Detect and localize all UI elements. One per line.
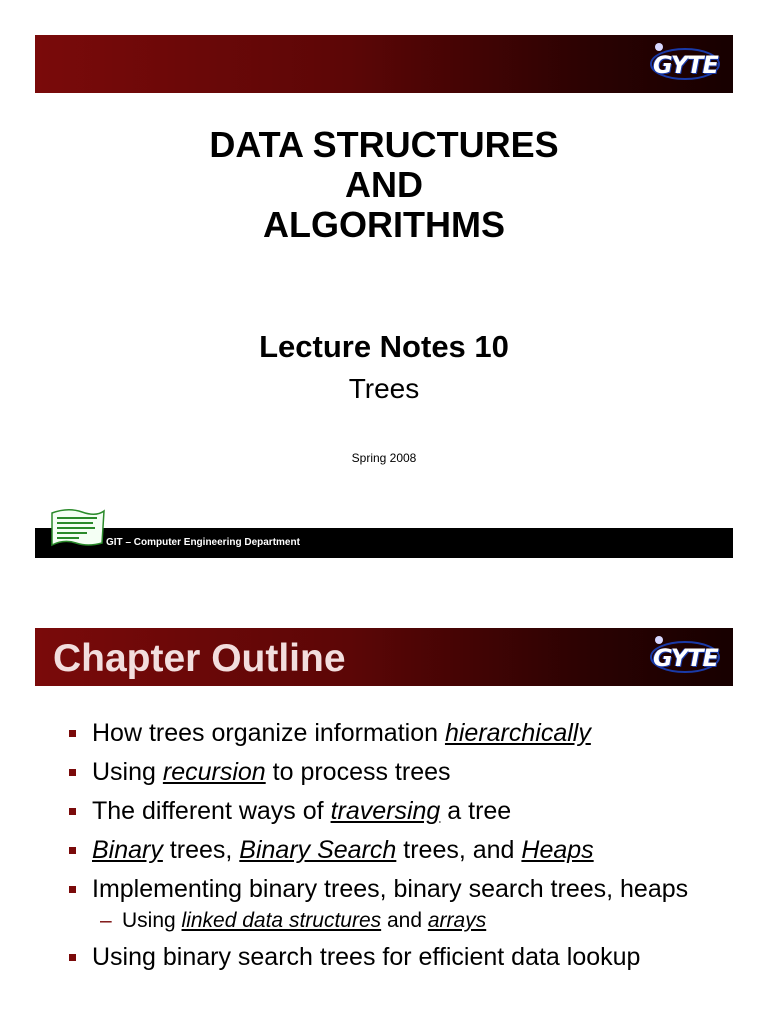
- title-line: ALGORITHMS: [263, 204, 505, 245]
- top-banner: [35, 35, 733, 93]
- gyte-logo: [647, 634, 723, 680]
- list-item: Binary trees, Binary Search trees, and Heaps: [66, 835, 726, 866]
- department-label: GIT – Computer Engineering Department: [106, 537, 300, 548]
- sub-list-item: – Using linked data structures and arrays: [100, 909, 487, 932]
- title-line: AND: [345, 164, 423, 205]
- list-item: How trees organize information hierarchically: [66, 718, 726, 749]
- emphasis-term: arrays: [427, 909, 487, 932]
- gyte-logo: [647, 41, 723, 87]
- square-bullet-icon: [69, 847, 76, 854]
- logo-text: GYTE: [653, 644, 718, 672]
- list-item: Using binary search trees for efficient data lookup: [66, 942, 726, 973]
- lecture-topic: Trees: [348, 373, 420, 404]
- emphasis-term: hierarchically: [444, 719, 591, 747]
- emphasis-term: Heaps: [521, 836, 594, 864]
- emphasis-term: recursion: [162, 758, 266, 786]
- square-bullet-icon: [69, 954, 76, 961]
- outline-list: [66, 718, 726, 981]
- lecture-number: Lecture Notes 10: [259, 329, 509, 364]
- square-bullet-icon: [69, 808, 76, 815]
- dash-bullet: –: [100, 909, 112, 932]
- binary-flag-icon: [48, 507, 106, 553]
- list-item: Using recursion to process trees: [66, 757, 726, 788]
- outline-banner: [35, 628, 733, 686]
- list-item: The different ways of traversing a tree: [66, 796, 726, 827]
- footer-bar: [35, 528, 733, 558]
- title-line: DATA STRUCTURES: [209, 124, 559, 165]
- term-label: Spring 2008: [351, 451, 417, 465]
- logo-text: GYTE: [653, 51, 718, 79]
- emphasis-term: linked data structures: [181, 909, 382, 932]
- slide-heading: Chapter Outline: [53, 637, 346, 680]
- square-bullet-icon: [69, 886, 76, 893]
- square-bullet-icon: [69, 769, 76, 776]
- square-bullet-icon: [69, 730, 76, 737]
- list-item: Implementing binary trees, binary search trees, heaps – Using linked data structures and arrays: [66, 874, 726, 934]
- emphasis-term: Binary: [92, 836, 163, 864]
- emphasis-term: Binary Search: [239, 836, 397, 864]
- emphasis-term: traversing: [330, 797, 441, 825]
- deck-title: [0, 125, 768, 245]
